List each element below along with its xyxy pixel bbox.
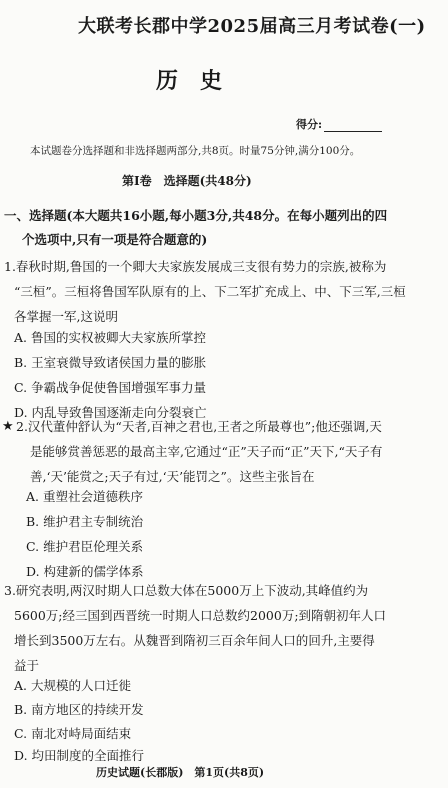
- question-3-line-4: 益于: [14, 658, 40, 673]
- question-3-option-a: A. 大规模的人口迁徙: [14, 678, 131, 693]
- question-2-option-d: D. 构建新的儒学体系: [26, 564, 144, 579]
- question-1-option-d: D. 内乱导致鲁国逐渐走向分裂衰亡: [14, 405, 207, 420]
- question-3: [4, 578, 444, 678]
- question-3-option-d: D. 均田制度的全面推行: [14, 748, 145, 763]
- question-3-option-c: C. 南北对峙局面结束: [14, 726, 132, 741]
- page-footer: 历史试题(长郡版) 第1页(共8页): [96, 766, 265, 779]
- question-2-line-2: 是能够赏善惩恶的最高主宰,它通过“正”天子而“正”天下,“天子有: [30, 444, 383, 459]
- score-label: 得分:: [296, 118, 323, 131]
- question-2-option-c: C. 维护君臣伦理关系: [26, 539, 144, 554]
- part-title: 第Ⅰ卷 选择题(共48分): [122, 174, 252, 188]
- question-3-line-3: 增长到3500万左右。从魏晋到隋初三百余年间人口的回升,主要得: [14, 633, 375, 648]
- section-line-2: 个选项中,只有一项是符合题意的): [22, 232, 208, 247]
- section-heading: [4, 204, 444, 252]
- question-2-line-1: 2.汉代董仲舒认为“天者,百神之君也,王者之所最尊也”;他还强调,天: [16, 419, 382, 434]
- star-icon: ★: [2, 419, 14, 434]
- question-1-option-a: A. 鲁国的实权被卿大夫家族所掌控: [14, 330, 206, 345]
- question-1-line-3: 各掌握一军,这说明: [14, 309, 118, 324]
- question-1-option-c: C. 争霸战争促使鲁国增强军事力量: [14, 380, 207, 395]
- score-blank: [324, 120, 382, 132]
- question-2-line-3: 善,‘天’能赏之;天子有过,‘天’能罚之”。这些主张旨在: [30, 469, 315, 484]
- subject-title: 历史: [156, 68, 245, 94]
- score-field: [296, 116, 382, 132]
- question-1-line-2: “三桓”。三桓将鲁国军队原有的上、下二军扩充成上、中、下三军,三桓: [14, 284, 406, 299]
- question-2-option-a: A. 重塑社会道德秩序: [26, 489, 143, 504]
- exam-title: 大联考长郡中学2025届高三月考试卷(一): [78, 16, 426, 37]
- question-1-line-1: 1.春秋时期,鲁国的一个卿大夫家族发展成三支很有势力的宗族,被称为: [4, 259, 387, 274]
- question-3-option-b: B. 南方地区的持续开发: [14, 702, 144, 717]
- section-line-1: 一、选择题(本大题共16小题,每小题3分,共48分。在每小题列出的四: [4, 208, 388, 223]
- exam-note: 本试题卷分选择题和非选择题两部分,共8页。时量75分钟,满分100分。: [30, 145, 361, 157]
- question-2-option-b: B. 维护君主专制统治: [26, 514, 144, 529]
- question-1-option-b: B. 王室衰微导致诸侯国力量的膨胀: [14, 355, 207, 370]
- question-1: [4, 254, 444, 329]
- question-3-line-2: 5600万;经三国到西晋统一时期人口总数约2000万;到隋朝初年人口: [14, 608, 387, 623]
- question-3-line-1: 3.研究表明,两汉时期人口总数大体在5000万上下波动,其峰值约为: [4, 583, 369, 598]
- question-2: [4, 414, 444, 489]
